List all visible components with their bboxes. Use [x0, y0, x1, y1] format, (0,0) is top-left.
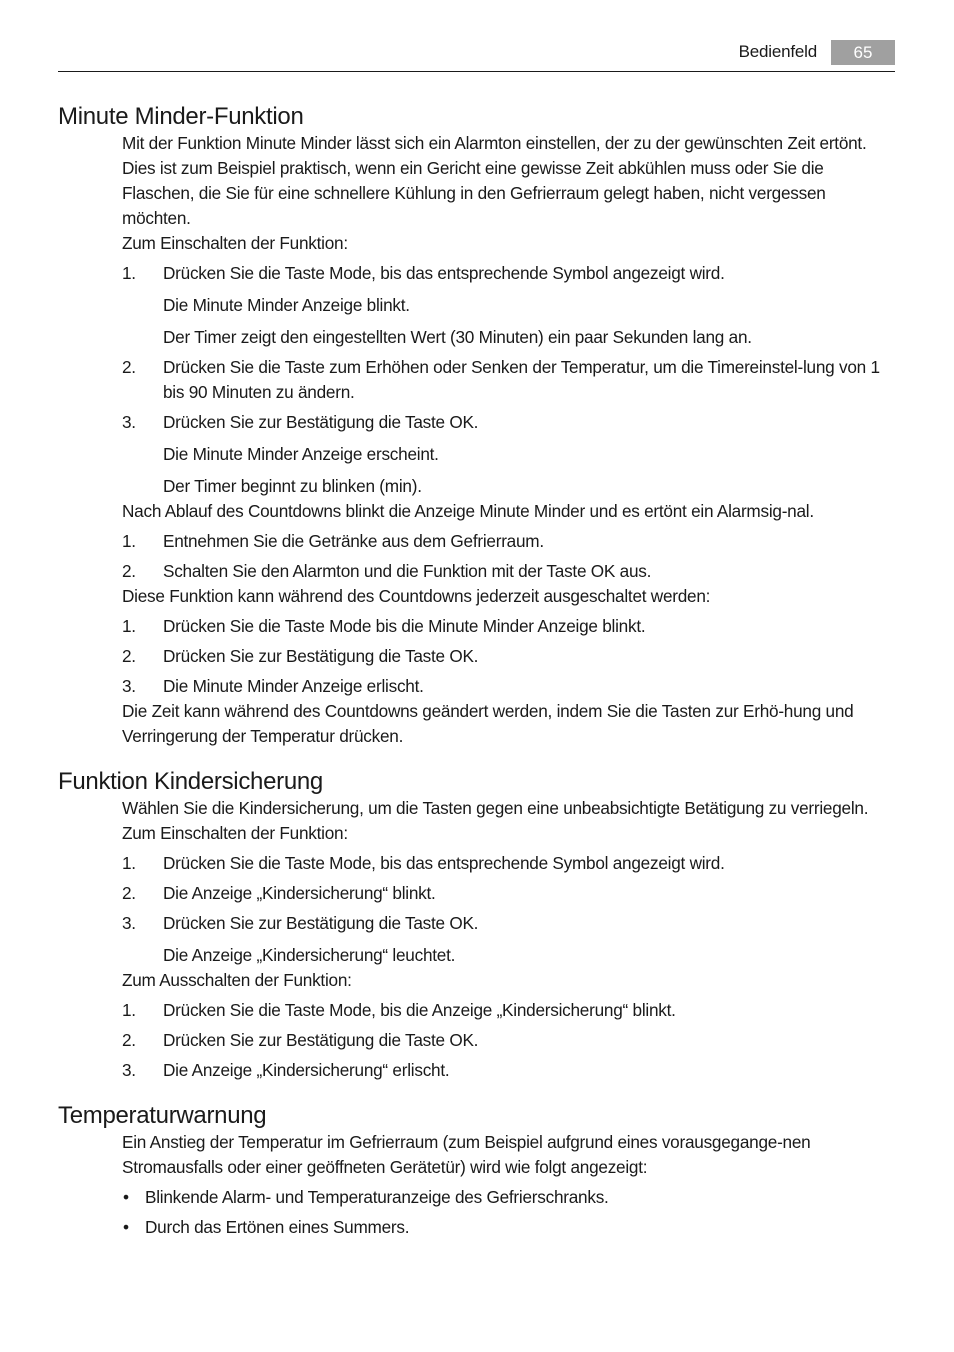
- child-intro-text: Wählen Sie die Kindersicherung, um die Tasten gegen eine unbeabsichtigte Betätigung zu verriegeln.: [122, 798, 869, 818]
- child-on-label: Zum Einschalten der Funktion:: [122, 823, 348, 843]
- section-minute-minder: [58, 103, 895, 749]
- minute-change-text: Die Zeit kann während des Countdowns geändert werden, indem Sie die Tasten zur Erhö-hung und Verringerung der Temperatur drücken.: [122, 701, 854, 746]
- list-item: [122, 851, 895, 876]
- section-title-minute-minder: Minute Minder-Funktion: [58, 103, 304, 130]
- step-number: 3.: [122, 913, 136, 933]
- running-header-label: Bedienfeld: [738, 42, 817, 61]
- step-number: 2.: [122, 646, 136, 666]
- step-text: Drücken Sie die Taste Mode bis die Minute Minder Anzeige blinkt.: [163, 616, 646, 636]
- list-item: [122, 1028, 895, 1053]
- list-item: [122, 911, 895, 936]
- list-item: [122, 559, 895, 584]
- step-number: 2.: [122, 1030, 136, 1050]
- bullet-text: Durch das Ertönen eines Summers.: [145, 1217, 410, 1237]
- step-note: Die Minute Minder Anzeige erscheint.: [163, 444, 439, 464]
- list-item: [122, 355, 895, 405]
- step-number: 1.: [122, 853, 136, 873]
- minute-after-text: Nach Ablauf des Countdowns blinkt die Anzeige Minute Minder und es ertönt ein Alarmsig-nal.: [122, 501, 814, 521]
- section-spacer: [58, 1083, 895, 1102]
- step-number: 2.: [122, 357, 136, 377]
- step-text: Drücken Sie die Taste Mode, bis die Anzeige „Kindersicherung“ blinkt.: [163, 1000, 676, 1020]
- minute-off-text: Diese Funktion kann während des Countdowns jederzeit ausgeschaltet werden:: [122, 586, 711, 606]
- step-text: Drücken Sie zur Bestätigung die Taste OK.: [163, 646, 479, 666]
- step-text: Die Minute Minder Anzeige erlischt.: [163, 676, 424, 696]
- child-off-label: Zum Ausschalten der Funktion:: [122, 970, 352, 990]
- page-header: [58, 40, 895, 72]
- bullet-text: Blinkende Alarm- und Temperaturanzeige des Gefrierschranks.: [145, 1187, 609, 1207]
- list-item: [122, 998, 895, 1023]
- step-number: 3.: [122, 676, 136, 696]
- step-text: Drücken Sie die Taste zum Erhöhen oder Senken der Temperatur, um die Timereinstel-lung von 1 bis 90 Minuten zu ändern.: [163, 357, 880, 402]
- list-item: [122, 529, 895, 554]
- step-number: 1.: [122, 1000, 136, 1020]
- step-text: Drücken Sie zur Bestätigung die Taste OK.: [163, 1030, 479, 1050]
- step-text: Drücken Sie zur Bestätigung die Taste OK.: [163, 412, 479, 432]
- list-item: [122, 1058, 895, 1083]
- list-item: [122, 881, 895, 906]
- step-note: Die Anzeige „Kindersicherung“ leuchtet.: [163, 945, 456, 965]
- step-text: Drücken Sie die Taste Mode, bis das entsprechende Symbol angezeigt wird.: [163, 853, 725, 873]
- step-text: Die Anzeige „Kindersicherung“ blinkt.: [163, 883, 436, 903]
- step-number: 1.: [122, 263, 136, 283]
- minute-intro-text: Mit der Funktion Minute Minder lässt sich ein Alarmton einstellen, der zu der gewünschten Zeit ertönt. Dies ist zum Beispiel praktisch, wenn ein Gericht eine gewisse Zeit abkühlen muss oder Sie die Flaschen, die Sie für eine schnellere Kühlung in den Gefrierraum gelegt haben, nicht vergessen möchten.: [122, 133, 867, 228]
- step-text: Die Anzeige „Kindersicherung“ erlischt.: [163, 1060, 450, 1080]
- step-number: 1.: [122, 531, 136, 551]
- step-number: 2.: [122, 883, 136, 903]
- list-item: [122, 261, 895, 286]
- temp-intro-text: Ein Anstieg der Temperatur im Gefrierraum (zum Beispiel aufgrund eines vorausgegange-nen Stromausfalls oder einer geöffneten Gerätetür) wird wie folgt angezeigt:: [122, 1132, 811, 1177]
- step-text: Entnehmen Sie die Getränke aus dem Gefrierraum.: [163, 531, 544, 551]
- list-item: [122, 1215, 895, 1240]
- section-title-child-lock: Funktion Kindersicherung: [58, 768, 323, 795]
- header-divider: [58, 71, 895, 72]
- bullet-icon: •: [123, 1217, 129, 1237]
- step-note: Der Timer beginnt zu blinken (min).: [163, 476, 422, 496]
- section-child-lock: [58, 768, 895, 1083]
- bullet-icon: •: [123, 1187, 129, 1207]
- section-title-temperature-warning: Temperaturwarnung: [58, 1102, 267, 1129]
- step-text: Schalten Sie den Alarmton und die Funktion mit der Taste OK aus.: [163, 561, 652, 581]
- step-text: Drücken Sie zur Bestätigung die Taste OK.: [163, 913, 479, 933]
- step-number: 3.: [122, 412, 136, 432]
- list-item: [122, 674, 895, 699]
- list-item: [122, 644, 895, 669]
- step-text: Drücken Sie die Taste Mode, bis das entsprechende Symbol angezeigt wird.: [163, 263, 725, 283]
- step-number: 1.: [122, 616, 136, 636]
- minute-on-label: Zum Einschalten der Funktion:: [122, 233, 348, 253]
- list-item: [122, 614, 895, 639]
- step-note: Der Timer zeigt den eingestellten Wert (30 Minuten) ein paar Sekunden lang an.: [163, 327, 752, 347]
- page-number-badge: 65: [831, 40, 895, 65]
- step-note: Die Minute Minder Anzeige blinkt.: [163, 295, 410, 315]
- page-content: [58, 103, 895, 1240]
- section-spacer: [58, 749, 895, 768]
- section-temperature-warning: [58, 1102, 895, 1240]
- step-number: 2.: [122, 561, 136, 581]
- step-number: 3.: [122, 1060, 136, 1080]
- list-item: [122, 410, 895, 435]
- list-item: [122, 1185, 895, 1210]
